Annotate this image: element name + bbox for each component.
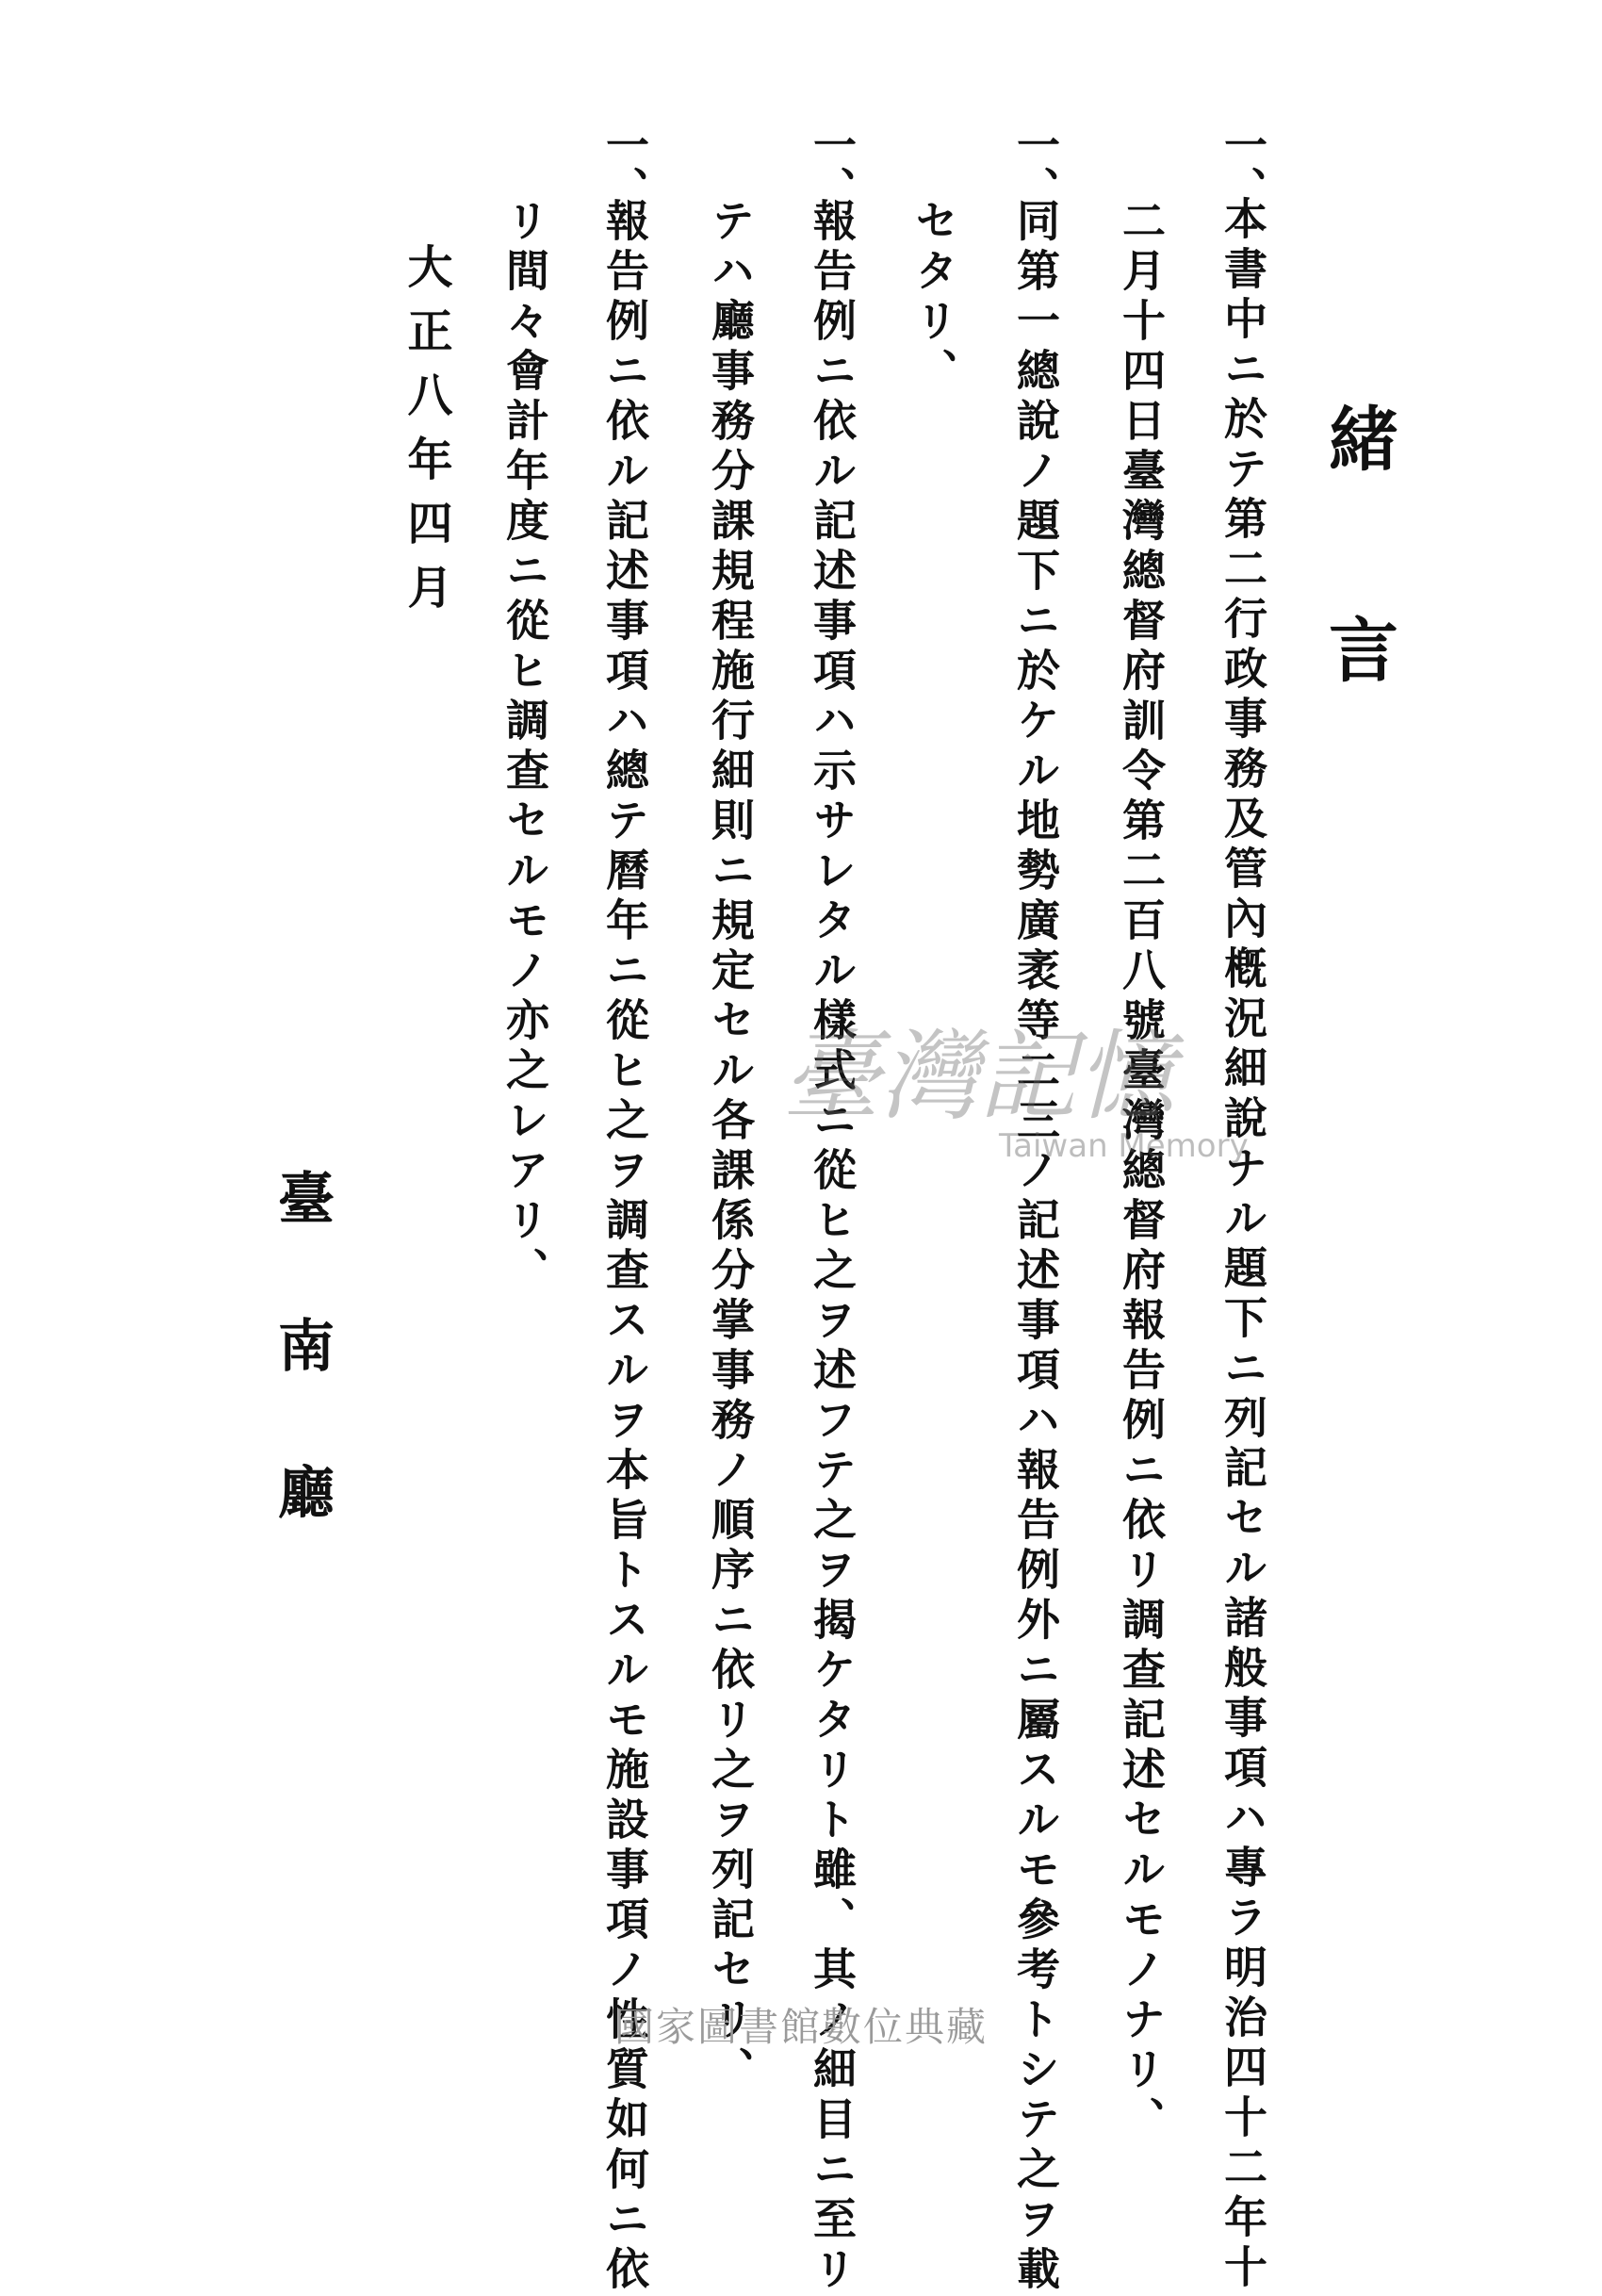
page-title: [1329, 400, 1398, 692]
office-signature: 臺南廳: [269, 1169, 335, 1610]
date-line: 大正八年四月: [400, 243, 452, 628]
text-column-2: 二月十四日臺灣總督府訓令第二百八號臺灣總督府報告例ニ依リ調查記述セルモノナリ、: [1116, 198, 1167, 2146]
watermark-text: 臺灣記憶: [782, 1019, 1175, 1134]
text-column-7: 報告例ニ依ル記述事項ハ總テ曆年ニ從ヒ之ヲ調查スルヲ本旨トスルモ施設事項ノ性質如何ニ依: [599, 198, 650, 2296]
item-marker-4: 一、: [599, 123, 650, 209]
watermark-logo: [782, 1019, 1249, 1206]
text-column-4: セタリ、: [908, 198, 959, 398]
text-column-1: 本書中ニ於テ第二行政事務及管內槪況細說ナル題下ニ列記セル諸般事項ハ專ラ明治四十二年十: [1218, 196, 1268, 2294]
title-char-2: 言: [1329, 611, 1398, 692]
text-column-8: リ間々會計年度ニ從ヒ調查セルモノ亦之レアリ、: [499, 198, 550, 1297]
title-char-1: 緒: [1329, 400, 1398, 481]
item-marker-2: 一、: [1010, 123, 1061, 209]
item-marker-1: 一、: [1218, 123, 1268, 209]
item-marker-3: 一、: [807, 123, 858, 209]
text-column-5: 報告例ニ依ル記述事項ハ示サレタル樣式ニ從ヒ之ヲ述フテ之ヲ揭ケタリト雖、其ノ細目ニ至リ: [807, 198, 858, 2296]
text-column-3: 同第一總說ノ題下ニ於ケル地勢廣袤等二三ノ記述事項ハ報告例外ニ屬スルモ參考トシテ之ヲ載: [1010, 198, 1061, 2296]
footer-credit: 國家圖書館數位典藏: [613, 2004, 988, 2050]
watermark-subtext: Taiwan Memory: [999, 1127, 1249, 1165]
text-column-6: テハ廳事務分課規程施行細則ニ規定セル各課係分掌事務ノ順序ニ依リ之ヲ列記セリ、: [705, 198, 756, 2096]
